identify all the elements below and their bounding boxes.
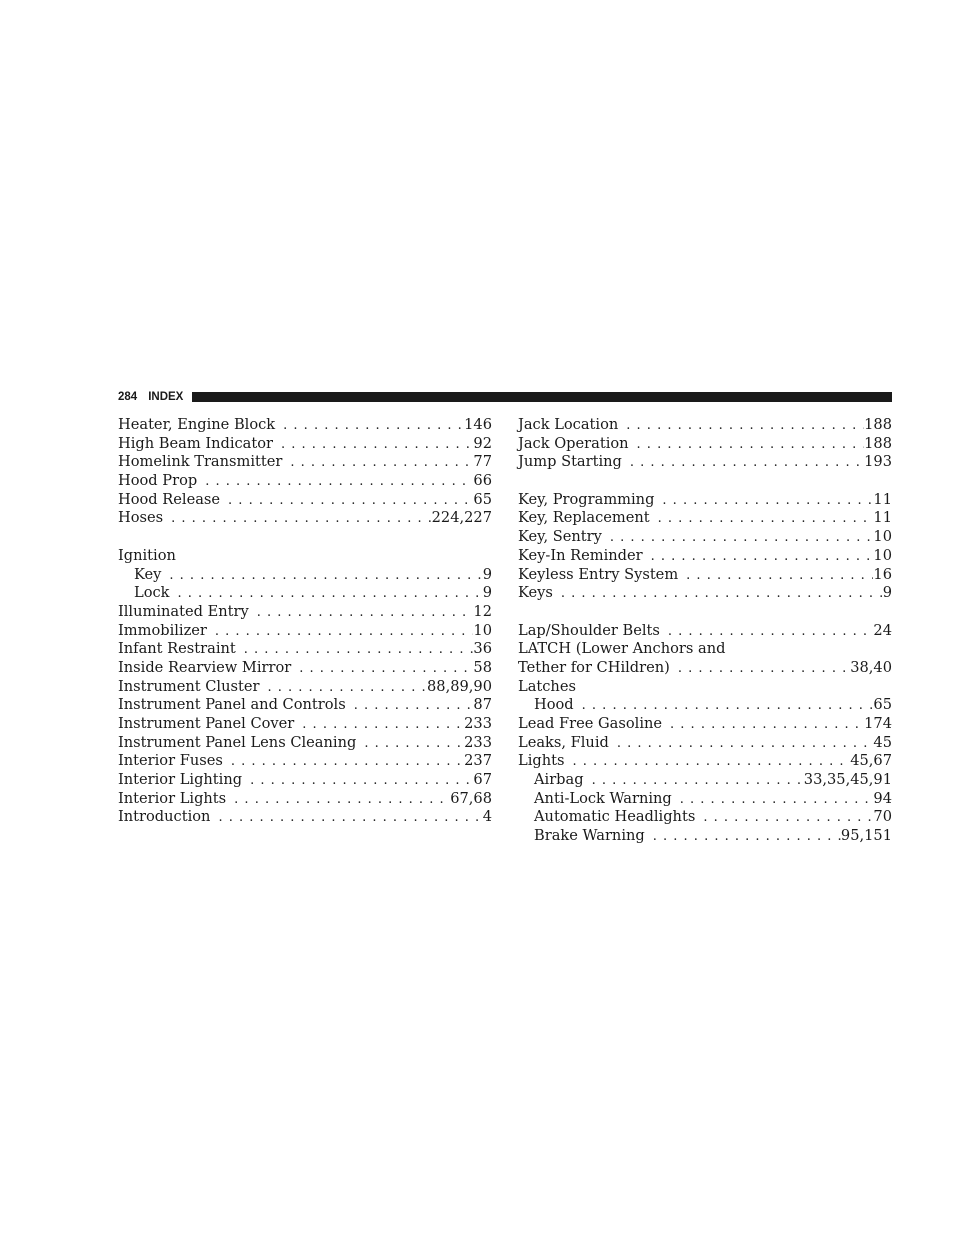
index-entry xyxy=(118,547,492,566)
index-entry xyxy=(118,622,492,641)
entry-label: Keyless Entry System xyxy=(518,565,679,583)
entry-page-ref: 193 xyxy=(864,453,892,471)
entry-label: Hood xyxy=(534,696,574,714)
entry-label: Latches xyxy=(518,677,576,695)
entry-label: Key-In Reminder xyxy=(518,546,643,564)
index-entry xyxy=(118,752,492,771)
entry-page-ref: 24 xyxy=(873,621,892,639)
entry-page-ref: 9 xyxy=(882,584,892,602)
entry-page-ref: 16 xyxy=(873,565,892,583)
entry-page-ref: 66 xyxy=(473,472,492,490)
entry-label: Homelink Transmitter xyxy=(118,453,283,471)
index-entry xyxy=(518,678,892,697)
leader-dots xyxy=(346,697,474,716)
index-entry xyxy=(118,790,492,809)
entry-page-ref: 12 xyxy=(473,602,492,620)
entry-page-ref: 36 xyxy=(473,640,492,658)
leader-dots xyxy=(650,510,874,529)
entry-page-ref: 188 xyxy=(864,434,892,452)
index-entry xyxy=(518,584,892,603)
entry-page-ref: 88,89,90 xyxy=(427,677,492,695)
entry-label: LATCH (Lower Anchors and xyxy=(518,640,726,658)
entry-label: Lock xyxy=(134,584,170,602)
leader-dots xyxy=(275,417,464,436)
entry-page-ref: 45,67 xyxy=(850,752,892,770)
index-entry xyxy=(518,622,892,641)
index-subentry xyxy=(118,566,492,585)
leader-dots xyxy=(660,623,874,642)
index-entry xyxy=(118,696,492,715)
leader-dots xyxy=(197,473,473,492)
leader-dots xyxy=(695,809,873,828)
entry-label: Brake Warning xyxy=(534,827,645,845)
index-column-right xyxy=(518,416,892,846)
entry-label: Hood Release xyxy=(118,490,221,508)
entry-page-ref: 11 xyxy=(873,490,892,508)
index-entry xyxy=(118,491,492,510)
index-subentry xyxy=(118,584,492,603)
entry-label: Tether for CHildren) xyxy=(518,658,670,676)
entry-label: Keys xyxy=(518,584,553,602)
entry-label: Introduction xyxy=(118,808,211,826)
index-entry xyxy=(518,509,892,528)
entry-label: Jump Starting xyxy=(518,453,622,471)
index-entry xyxy=(518,566,892,585)
leader-dots xyxy=(161,567,482,586)
index-entry xyxy=(118,678,492,697)
leader-dots xyxy=(242,772,473,791)
entry-label: Instrument Panel Lens Cleaning xyxy=(118,733,357,751)
leader-dots xyxy=(672,791,874,810)
leader-dots xyxy=(291,660,473,679)
index-entry xyxy=(518,416,892,435)
leader-dots xyxy=(163,510,432,529)
entry-label: Inside Rearview Mirror xyxy=(118,658,292,676)
index-entry xyxy=(518,659,892,678)
leader-dots xyxy=(662,716,864,735)
leader-dots xyxy=(220,492,473,511)
entry-page-ref: 233 xyxy=(464,715,492,732)
entry-page-ref: 146 xyxy=(464,416,492,433)
entry-page-ref: 10 xyxy=(473,621,492,639)
entry-label: Hoses xyxy=(118,509,164,527)
entry-label: Interior Lights xyxy=(118,789,227,807)
section-title: INDEX xyxy=(148,391,184,403)
index-subentry xyxy=(518,696,892,715)
page-number: 284 xyxy=(118,391,138,403)
index-entry xyxy=(118,640,492,659)
leader-dots xyxy=(643,548,874,567)
entry-page-ref: 38,40 xyxy=(850,658,892,676)
leader-dots xyxy=(249,604,474,623)
leader-dots xyxy=(210,809,482,828)
leader-dots xyxy=(356,735,464,754)
entry-page-ref: 87 xyxy=(473,696,492,714)
leader-dots xyxy=(618,417,864,436)
entry-label: Ignition xyxy=(118,546,176,564)
leader-dots xyxy=(273,436,473,455)
entry-page-ref: 224,227 xyxy=(431,509,492,527)
entry-label: Key xyxy=(134,565,162,583)
leader-dots xyxy=(236,641,474,660)
entry-label: Leaks, Fluid xyxy=(518,733,609,751)
entry-page-ref: 188 xyxy=(864,416,892,433)
entry-label: Instrument Panel and Controls xyxy=(118,696,346,714)
entry-page-ref: 45 xyxy=(873,733,892,751)
entry-label: Lap/Shoulder Belts xyxy=(518,621,660,639)
entry-label: Airbag xyxy=(534,771,584,789)
entry-label: Key, Replacement xyxy=(518,509,650,527)
leader-dots xyxy=(170,585,483,604)
index-entry xyxy=(118,734,492,753)
entry-label: Illuminated Entry xyxy=(118,602,249,620)
index-subentry xyxy=(518,790,892,809)
index-entry xyxy=(518,528,892,547)
entry-page-ref: 11 xyxy=(873,509,892,527)
index-entry xyxy=(518,734,892,753)
entry-label: Jack Location xyxy=(518,416,619,433)
leader-dots xyxy=(622,454,864,473)
entry-label: Jack Operation xyxy=(518,434,629,452)
leader-dots xyxy=(645,828,841,847)
entry-label: Lead Free Gasoline xyxy=(518,715,663,732)
group-spacer xyxy=(518,603,892,622)
index-entry xyxy=(518,491,892,510)
entry-page-ref: 33,35,45,91 xyxy=(803,771,892,789)
entry-label: Infant Restraint xyxy=(118,640,236,658)
index-entry xyxy=(118,771,492,790)
leader-dots xyxy=(259,679,427,698)
index-entry xyxy=(518,640,892,659)
index-entry xyxy=(118,808,492,827)
entry-label: Hood Prop xyxy=(118,472,198,490)
index-entry xyxy=(118,509,492,528)
leader-dots xyxy=(226,791,450,810)
entry-page-ref: 233 xyxy=(464,733,492,751)
entry-page-ref: 10 xyxy=(873,546,892,564)
entry-page-ref: 65 xyxy=(873,696,892,714)
leader-dots xyxy=(574,697,874,716)
entry-page-ref: 67,68 xyxy=(450,789,492,807)
index-entry xyxy=(518,435,892,454)
entry-page-ref: 4 xyxy=(482,808,492,826)
entry-page-ref: 94 xyxy=(873,789,892,807)
index-entry xyxy=(518,715,892,734)
leader-dots xyxy=(629,436,865,455)
entry-page-ref: 9 xyxy=(482,565,492,583)
entry-page-ref: 67 xyxy=(473,771,492,789)
entry-label: Immobilizer xyxy=(118,621,207,639)
index-subentry xyxy=(518,808,892,827)
entry-label: Instrument Cluster xyxy=(118,677,260,695)
leader-dots xyxy=(294,716,464,735)
entry-page-ref: 92 xyxy=(473,434,492,452)
entry-label: Key, Sentry xyxy=(518,528,602,546)
leader-dots xyxy=(670,660,850,679)
entry-page-ref: 65 xyxy=(473,490,492,508)
index-entry xyxy=(518,752,892,771)
leader-dots xyxy=(584,772,804,791)
entry-page-ref: 70 xyxy=(873,808,892,826)
index-subentry xyxy=(518,827,892,846)
entry-page-ref: 95,151 xyxy=(840,827,892,845)
leader-dots xyxy=(207,623,474,642)
group-spacer xyxy=(118,528,492,547)
leader-dots xyxy=(654,492,873,511)
entry-label: Lights xyxy=(518,752,565,770)
page-header xyxy=(118,390,892,404)
leader-dots xyxy=(602,529,874,548)
leader-dots xyxy=(678,567,873,586)
index-entry xyxy=(118,453,492,472)
entry-page-ref: 10 xyxy=(873,528,892,546)
index-entry xyxy=(118,435,492,454)
leader-dots xyxy=(564,753,850,772)
index-entry xyxy=(118,472,492,491)
entry-page-ref: 77 xyxy=(473,453,492,471)
index-entry xyxy=(118,603,492,622)
entry-label: Interior Fuses xyxy=(118,752,223,770)
entry-label: Anti-Lock Warning xyxy=(534,789,672,807)
entry-label: Heater, Engine Block xyxy=(118,416,276,433)
entry-page-ref: 174 xyxy=(864,715,892,732)
header-rule xyxy=(192,392,892,402)
entry-label: High Beam Indicator xyxy=(118,434,273,452)
entry-page-ref: 237 xyxy=(464,752,492,770)
index-entry xyxy=(118,659,492,678)
entry-label: Interior Lighting xyxy=(118,771,243,789)
index-column-left xyxy=(118,416,492,827)
index-entry xyxy=(518,453,892,472)
group-spacer xyxy=(518,472,892,491)
leader-dots xyxy=(609,735,874,754)
entry-label: Instrument Panel Cover xyxy=(118,715,295,732)
index-entry xyxy=(518,547,892,566)
leader-dots xyxy=(553,585,883,604)
leader-dots xyxy=(223,753,464,772)
index-entry xyxy=(118,416,492,435)
entry-label: Automatic Headlights xyxy=(534,808,696,826)
entry-label: Key, Programming xyxy=(518,490,655,508)
entry-page-ref: 58 xyxy=(473,658,492,676)
index-entry xyxy=(118,715,492,734)
entry-page-ref: 9 xyxy=(482,584,492,602)
leader-dots xyxy=(282,454,473,473)
index-subentry xyxy=(518,771,892,790)
